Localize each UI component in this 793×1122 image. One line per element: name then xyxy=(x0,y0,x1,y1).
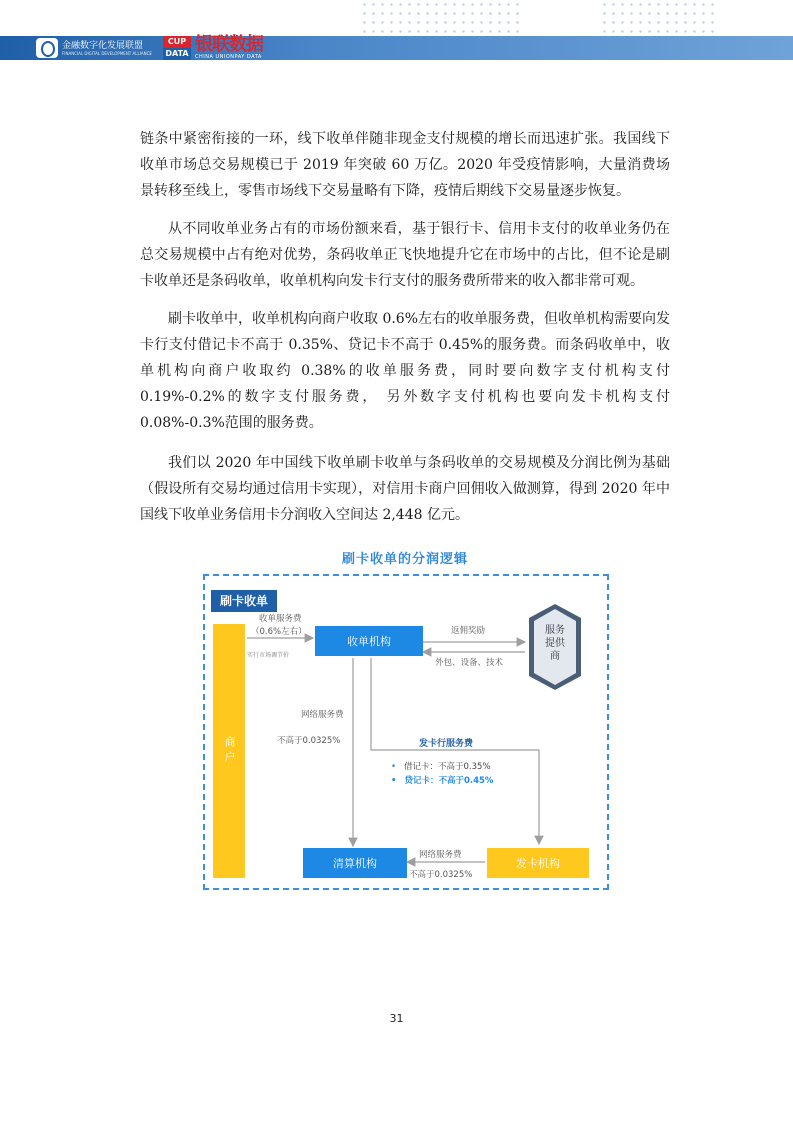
alliance-logo-text xyxy=(62,41,152,56)
cup-text: CUP xyxy=(163,36,191,48)
outsource-label: 外包、设备、技术 xyxy=(435,658,504,668)
debit-card-bullet: • xyxy=(391,762,397,772)
credit-card-bullet: • xyxy=(391,776,397,786)
unionpay-data-name: 银联数据 xyxy=(195,34,263,55)
credit-card-item xyxy=(391,774,493,786)
cup-data-icon xyxy=(163,36,191,60)
debit-card-text: 借记卡：不高于0.35% xyxy=(404,762,491,772)
fee-rate-label: （0.6%左右） xyxy=(251,627,307,637)
alliance-logo xyxy=(36,36,166,60)
issuer-fee-title: 发卡行服务费 xyxy=(419,739,474,749)
page-number: 31 xyxy=(389,1012,404,1025)
page-header xyxy=(0,0,793,70)
fee-label: 收单服务费 xyxy=(259,614,302,624)
paragraph-3: 刷卡收单中，收单机构向商户收取 0.6%左右的收单服务费，但收单机构需要向发卡行支付借记卡不高于 0.35%、贷记卡不高于 0.45%的服务费。而条码收单中，收单机构向商户收取约 0.38%的收单服务费，同时要向数字支付机构支付 0.19%-0.2%的数字支付服务费， 另外数字支付机构也要向发卡机构支付 0.08%-0.3%范围的服务费。 xyxy=(140,311,671,431)
profit-sharing-diagram xyxy=(203,574,609,890)
header-dot-pattern-left xyxy=(360,0,520,36)
clearing-box: 清算机构 xyxy=(303,848,407,878)
alliance-subname: FINANCIAL DIGITAL DEVELOPMENT ALLIANCE xyxy=(62,50,152,56)
data-text: DATA xyxy=(163,48,191,60)
arrow-acquirer-to-issuer xyxy=(371,658,539,844)
market-price-note: 实行市场调节价 xyxy=(247,652,290,659)
card-acquiring-tag: 刷卡收单 xyxy=(211,590,277,612)
merchant-bar: 商户 xyxy=(213,624,245,878)
network-fee-bottom-value: 不高于0.0325% xyxy=(409,870,473,880)
issuer-box: 发卡机构 xyxy=(487,848,589,878)
acquirer-box: 收单机构 xyxy=(315,626,423,656)
paragraph-4: 我们以 2020 年中国线下收单刷卡收单与条码收单的交易规模及分润比例为基础（假设所有交易均通过信用卡实现），对信用卡商户回佣收入做测算，得到 2020 年中国线下收单业务信用卡分润收入空间达 2,448 亿元。 xyxy=(140,455,670,523)
service-provider-label: 服务提供商 xyxy=(545,625,565,662)
credit-card-text: 贷记卡：不高于0.45% xyxy=(404,776,494,786)
debit-card-item xyxy=(391,760,491,772)
figure-title: 刷卡收单的分润逻辑 xyxy=(341,552,468,567)
paragraph-1: 链条中紧密衔接的一环，线下收单伴随非现金支付规模的增长而迅速扩张。我国线下收单市场总交易规模已于 2019 年突破 60 万亿。2020 年受疫情影响，大量消费场景转移至线上，零售市场线下交易量略有下降，疫情后期线下交易量逐步恢复。 xyxy=(140,131,670,199)
alliance-name: 金融数字化发展联盟 xyxy=(62,40,144,51)
network-fee-left-label: 网络服务费 xyxy=(301,710,344,720)
rebate-label: 返佣奖励 xyxy=(451,626,486,636)
network-fee-left-value: 不高于0.0325% xyxy=(277,736,341,746)
header-dot-pattern-right xyxy=(600,0,720,36)
alliance-logo-icon xyxy=(36,38,58,58)
unionpay-data-subname: CHINA UNIONPAY DATA xyxy=(195,54,262,60)
paragraph-2: 从不同收单业务占有的市场份额来看，基于银行卡、信用卡支付的收单业务仍在总交易规模中占有绝对优势，条码收单正飞快地提升它在市场中的占比，但不论是刷卡收单还是条码收单，收单机构向发卡行支付的服务费所带来的收入都非常可观。 xyxy=(140,221,670,289)
unionpay-data-logo xyxy=(163,34,263,62)
network-fee-bottom-label: 网络服务费 xyxy=(419,850,462,860)
